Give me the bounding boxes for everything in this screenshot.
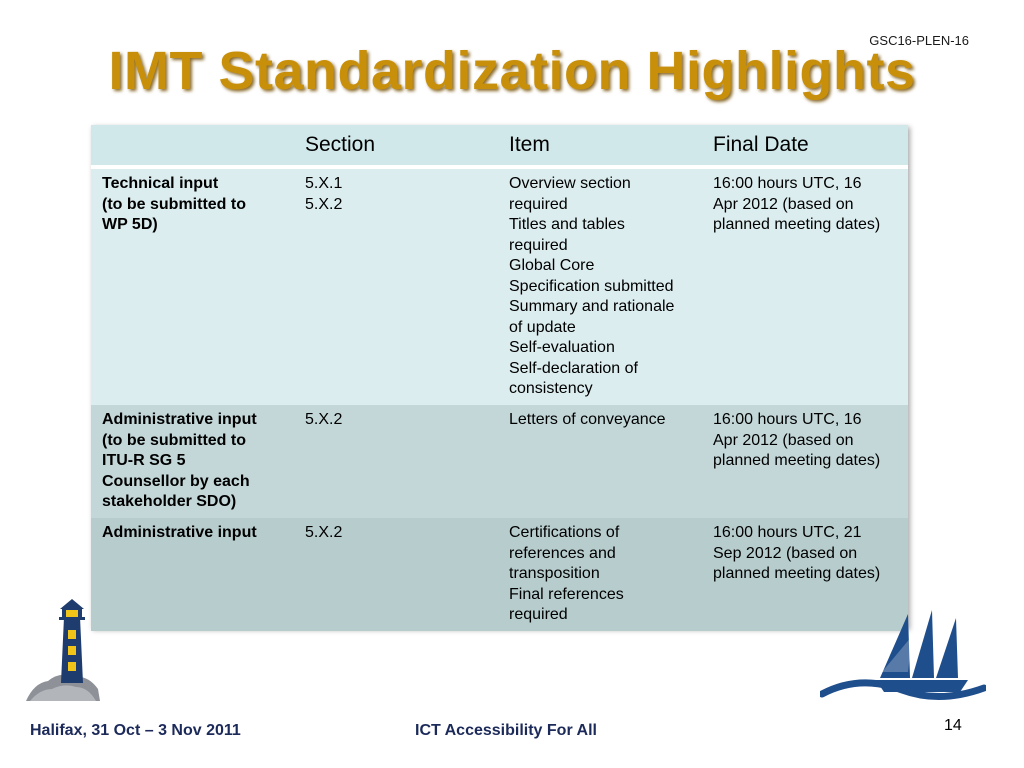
cell-item [498,518,702,631]
cell-line: Final references [509,585,624,603]
document-id: GSC16-PLEN-16 [869,33,969,48]
cell-line: Counsellor by each [102,472,250,490]
cell-line: consistency [509,380,593,397]
cell-line: Sep 2012 (based on [713,544,858,562]
cell-line: 5.X.1 [305,175,343,192]
cell-line: transposition [509,565,600,582]
cell-line: required [509,236,568,254]
cell-section [294,167,498,405]
cell-line: Self-evaluation [509,339,615,356]
cell-section [294,518,498,631]
header-section: Section [294,125,498,167]
cell-input-type [91,518,294,631]
cell-line: required [509,606,568,623]
table-row [91,405,908,518]
cell-line: Technical input [102,175,219,192]
cell-line: (to be submitted to [102,195,246,213]
table-row [91,518,908,631]
cell-line: Letters of conveyance [509,411,666,428]
cell-line: 16:00 hours UTC, 16 [713,175,862,192]
cell-final-date [702,167,908,405]
cell-line: required [509,195,568,213]
cell-line: of update [509,318,576,336]
page-number: 14 [944,717,962,734]
cell-line: 5.X.2 [305,195,343,213]
cell-line: planned meeting dates) [713,565,881,582]
cell-line: ITU-R SG 5 [102,452,186,469]
cell-line: (to be submitted to [102,431,246,449]
cell-line: Administrative input [102,524,257,541]
cell-line: Summary and rationale [509,298,675,315]
cell-line: Certifications of [509,524,620,541]
cell-item [498,405,702,518]
cell-line: Apr 2012 (based on [713,431,854,449]
cell-final-date [702,405,908,518]
cell-section [294,405,498,518]
cell-line: Overview section [509,175,631,192]
cell-line: planned meeting dates) [713,216,881,233]
highlights-table-container [91,125,908,628]
cell-line: 16:00 hours UTC, 16 [713,411,862,428]
header-label [91,125,294,167]
lighthouse-icon [26,597,102,710]
sailing-ship-icon [820,608,986,713]
cell-item [498,167,702,405]
cell-line: planned meeting dates) [713,452,881,469]
header-final-date: Final Date [702,125,908,167]
slide-title: IMT Standardization Highlights [108,41,916,101]
cell-line: 5.X.2 [305,411,343,428]
cell-input-type [91,405,294,518]
cell-line: WP 5D) [102,216,158,233]
header-item: Item [498,125,702,167]
cell-line: 16:00 hours UTC, 21 [713,524,862,541]
cell-line: references and [509,544,616,562]
cell-line: Titles and tables [509,216,625,233]
cell-input-type [91,167,294,405]
cell-line: Global Core [509,257,595,274]
table-header-row [91,125,908,167]
cell-line: stakeholder SDO) [102,493,237,510]
cell-line: Self-declaration of [509,359,638,377]
footer-tagline: ICT Accessibility For All [415,722,597,739]
cell-line: Specification submitted [509,277,674,295]
cell-line: Apr 2012 (based on [713,195,854,213]
table-row [91,167,908,405]
footer-location-date: Halifax, 31 Oct – 3 Nov 2011 [30,722,241,739]
cell-line: Administrative input [102,411,257,428]
cell-line: 5.X.2 [305,524,343,541]
highlights-table [91,125,908,631]
